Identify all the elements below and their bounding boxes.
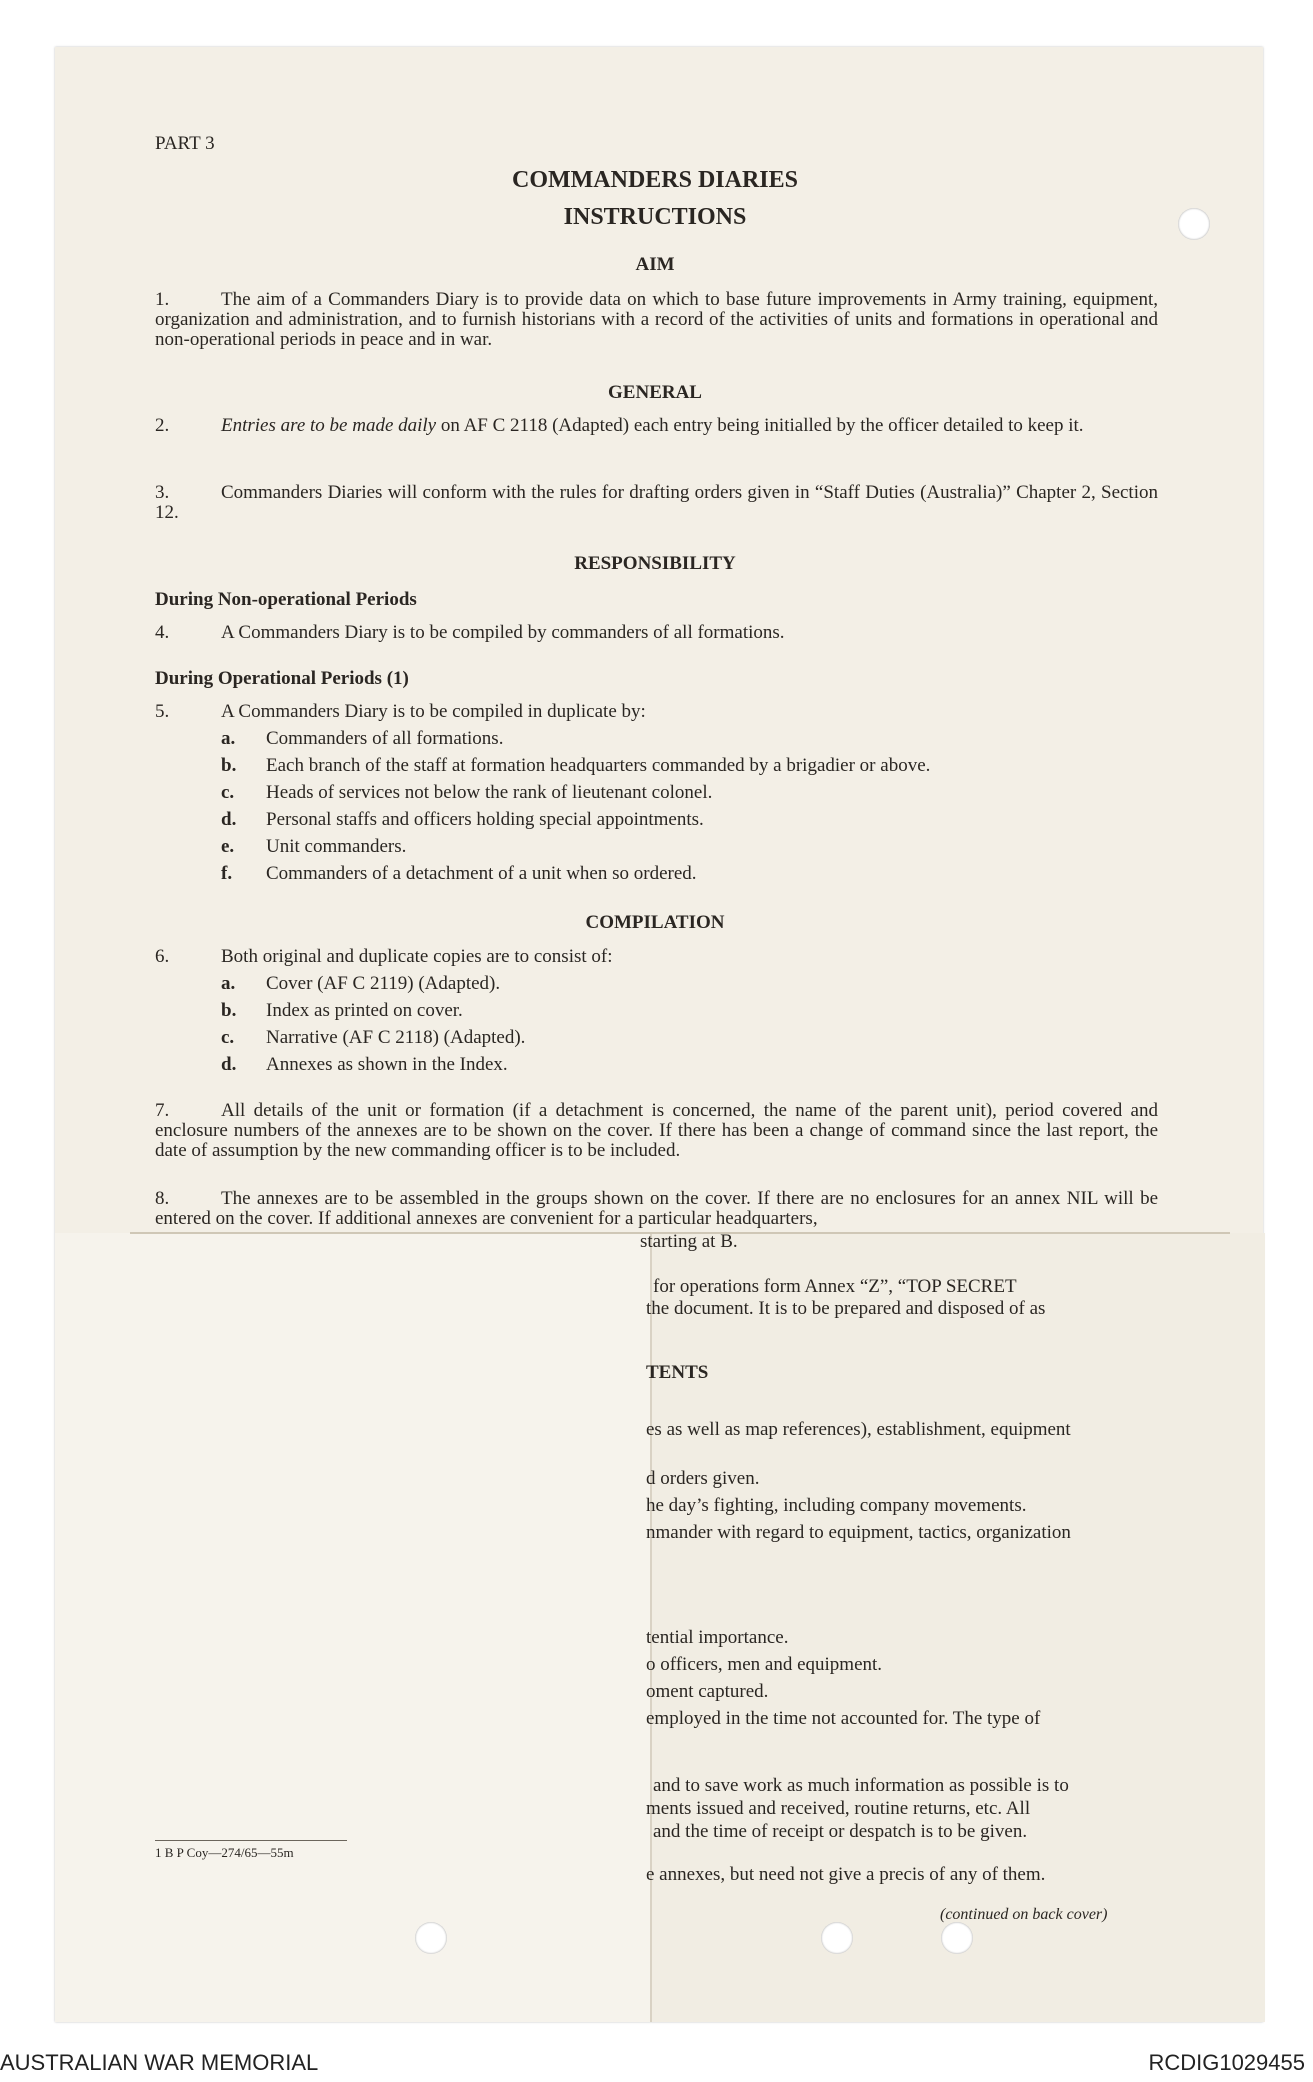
- print-code-rule: [155, 1840, 347, 1841]
- list-letter: b.: [221, 1000, 237, 1021]
- partial-line: and to save work as much information as possible is to: [653, 1775, 1069, 1796]
- partial-line: tential importance.: [646, 1627, 789, 1648]
- punch-hole: [941, 1922, 973, 1954]
- list-item: Commanders of all formations.: [266, 728, 504, 749]
- document-title: COMMANDERS DIARIES: [511, 167, 799, 193]
- partial-line: the document. It is to be prepared and disposed of as: [646, 1298, 1046, 1319]
- paragraph-3: [155, 483, 1158, 523]
- part-label: PART 3: [155, 133, 215, 154]
- paragraph-6-number: 6.: [155, 946, 170, 967]
- paragraph-number: 1.: [155, 289, 170, 310]
- paragraph-8: [155, 1189, 1158, 1229]
- partial-line: d orders given.: [646, 1468, 760, 1489]
- folded-flap: [55, 1233, 650, 2022]
- paragraph-text: The annexes are to be assembled in the groups shown on the cover. If there are no enclosures for an annex NIL will be entered on the cover. If additional annexes are convenient for a particular headquarters,: [155, 1188, 1158, 1229]
- paragraph-text: on AF C 2118 (Adapted) each entry being initialled by the officer detailed to keep it.: [436, 415, 1084, 436]
- paragraph-number: 7.: [155, 1100, 170, 1121]
- list-letter: d.: [221, 809, 237, 830]
- responsibility-heading: RESPONSIBILITY: [574, 553, 736, 574]
- paragraph-6-text: Both original and duplicate copies are to consist of:: [221, 946, 613, 967]
- punch-hole: [1178, 208, 1210, 240]
- list-letter: b.: [221, 755, 237, 776]
- list-letter: a.: [221, 973, 236, 994]
- paragraph-1: [155, 290, 1158, 350]
- print-code: 1 B P Coy—274/65—55m: [155, 1845, 294, 1860]
- partial-line: e annexes, but need not give a precis of any of them.: [646, 1864, 1046, 1885]
- general-heading: GENERAL: [608, 382, 702, 403]
- list-item: Commanders of a detachment of a unit when so ordered.: [266, 863, 697, 884]
- punch-hole: [415, 1922, 447, 1954]
- paragraph-emphasis: Entries are to be made daily: [221, 415, 437, 436]
- document-subtitle: INSTRUCTIONS: [563, 204, 747, 230]
- paragraph-5-number: 5.: [155, 701, 170, 722]
- partial-heading: TENTS: [646, 1362, 709, 1383]
- partial-line: ments issued and received, routine returns, etc. All: [646, 1798, 1031, 1819]
- punch-hole: [821, 1922, 853, 1954]
- bleed-through-watermark: [835, 613, 920, 640]
- list-letter: c.: [221, 782, 235, 803]
- partial-line: nmander with regard to equipment, tactics, organization: [646, 1522, 1071, 1543]
- partial-line: o officers, men and equipment.: [646, 1654, 883, 1675]
- list-item: Unit commanders.: [266, 836, 407, 857]
- compilation-heading: COMPILATION: [585, 912, 725, 933]
- partial-line: employed in the time not accounted for. The type of: [646, 1708, 1041, 1729]
- partial-line: he day’s fighting, including company movements.: [646, 1495, 1027, 1516]
- non-operational-subheading: During Non-operational Periods: [155, 589, 417, 610]
- paragraph-text: The aim of a Commanders Diary is to provide data on which to base future improvements in Army training, equipment, organization and administration, and to furnish historians with a record of the activities of units and formations in operational and non-operational periods in peace and in war.: [155, 289, 1158, 350]
- aim-heading: AIM: [635, 254, 675, 275]
- paragraph-7: [155, 1101, 1158, 1161]
- paragraph-4-number: 4.: [155, 622, 170, 643]
- list-item: Each branch of the staff at formation headquarters commanded by a brigadier or above.: [266, 755, 931, 776]
- operational-subheading: During Operational Periods (1): [155, 668, 409, 689]
- list-letter: c.: [221, 1027, 235, 1048]
- list-letter: e.: [221, 836, 235, 857]
- paragraph-2: [155, 416, 1158, 436]
- paragraph-number: 8.: [155, 1188, 170, 1209]
- partial-line: es as well as map references), establishment, equipment: [646, 1419, 1071, 1440]
- partial-line: oment captured.: [646, 1681, 769, 1702]
- list-item: Narrative (AF C 2118) (Adapted).: [266, 1027, 526, 1048]
- partial-line: starting at B.: [640, 1231, 738, 1252]
- paragraph-text: All details of the unit or formation (if a detachment is concerned, the name of the parent unit), period covered and enclosure numbers of the annexes are to be shown on the cover. If there has been a change of command since the last report, the date of assumption by the new commanding officer is to be included.: [155, 1100, 1158, 1161]
- continued-note: (continued on back cover): [940, 1906, 1108, 1923]
- list-item: Index as printed on cover.: [266, 1000, 463, 1021]
- list-item: Cover (AF C 2119) (Adapted).: [266, 973, 501, 994]
- footer-record-id: RCDIG1029455: [1148, 2050, 1305, 2075]
- list-item: Personal staffs and officers holding special appointments.: [266, 809, 704, 830]
- footer-archive-name: AUSTRALIAN WAR MEMORIAL: [0, 2050, 319, 2075]
- list-item: Heads of services not below the rank of lieutenant colonel.: [266, 782, 713, 803]
- list-letter: a.: [221, 728, 236, 749]
- paragraph-text: Commanders Diaries will conform with the rules for drafting orders given in “Staff Duties (Australia)” Chapter 2, Section 12.: [155, 482, 1158, 523]
- paragraph-number: 3.: [155, 482, 170, 503]
- paragraph-4-text: A Commanders Diary is to be compiled by commanders of all formations.: [221, 622, 785, 643]
- paragraph-5-text: A Commanders Diary is to be compiled in duplicate by:: [221, 701, 646, 722]
- partial-line: for operations form Annex “Z”, “TOP SECRET: [653, 1276, 1017, 1297]
- list-item: Annexes as shown in the Index.: [266, 1054, 508, 1075]
- list-letter: f.: [221, 863, 233, 884]
- partial-line: and the time of receipt or despatch is to be given.: [653, 1821, 1028, 1842]
- paragraph-number: 2.: [155, 415, 170, 436]
- list-letter: d.: [221, 1054, 237, 1075]
